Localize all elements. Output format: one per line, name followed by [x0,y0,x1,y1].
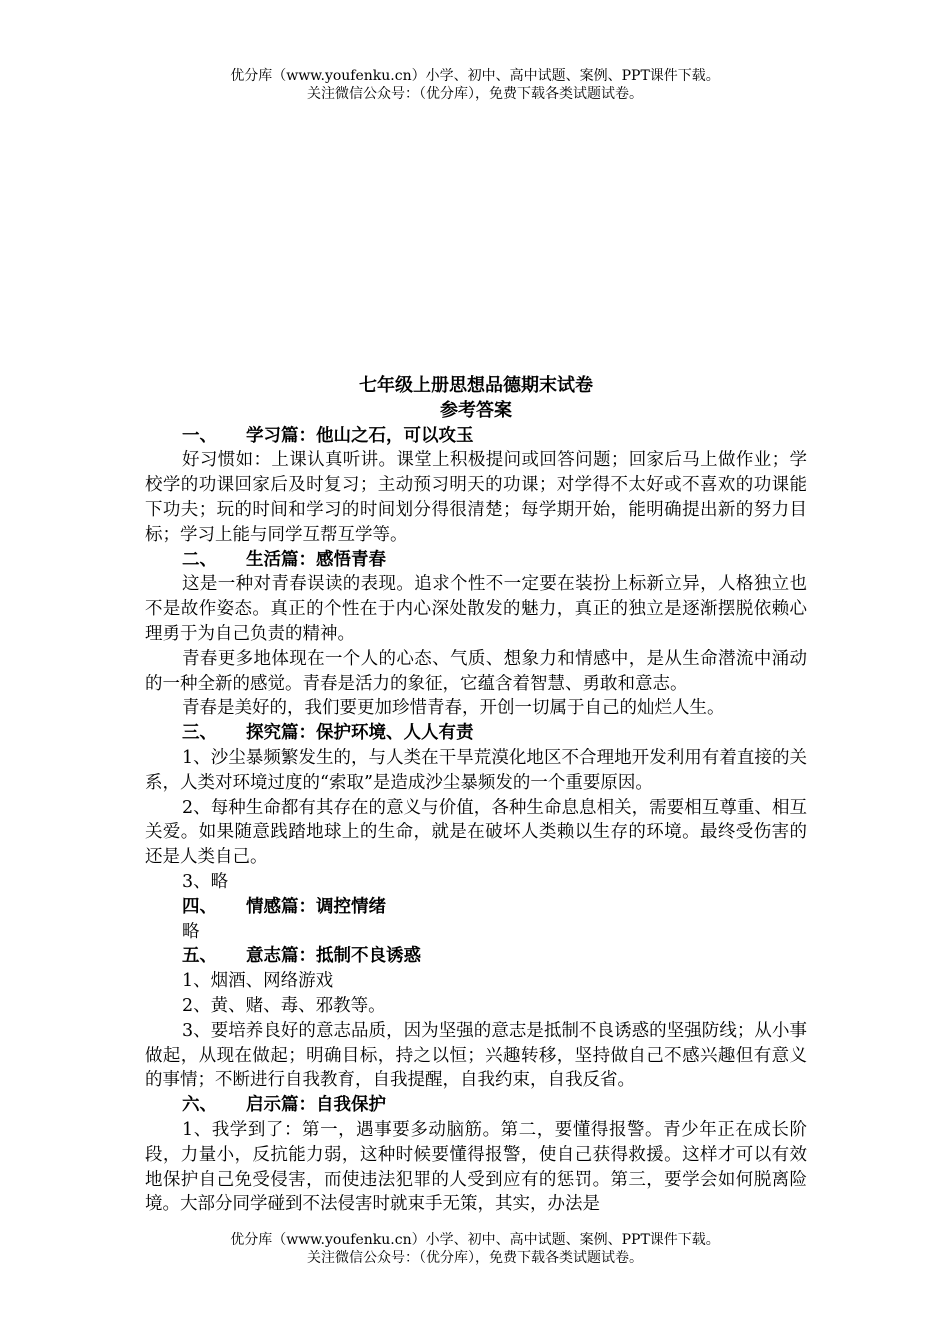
section-heading [145,548,807,573]
paragraph: 好习惯如：上课认真听讲。课堂上积极提问或回答问题；回家后马上做作业；学校学的功课回家后及时复习；主动预习明天的功课；对学得不太好或不喜欢的功课能下功夫；玩的时间和学习的时间划分得很清楚；每学期开始，能明确提出新的努力目标；学习上能与同学互帮互学等。 [145,450,807,545]
page-footer [0,1231,950,1267]
section-3 [145,721,807,895]
section-title: 情感篇：调控情绪 [246,896,386,917]
section-number: 二、 [182,549,217,570]
paragraph: 这是一种对青春误读的表现。追求个性不一定要在装扮上标新立异，人格独立也不是故作姿态。真正的个性在于内心深处散发的魅力，真正的独立是逐渐摆脱依赖心理勇于为自己负责的精神。 [145,574,807,644]
paragraph: 1、烟酒、网络游戏 [182,971,334,992]
section-number: 五、 [182,946,217,967]
section-heading [145,721,807,746]
section-number: 三、 [182,723,217,744]
section-title: 生活篇：感悟青春 [246,549,386,570]
section-title: 意志篇：抵制不良诱惑 [246,946,421,967]
section-heading [145,895,807,920]
paragraph: 3、要培养良好的意志品质，因为坚强的意志是抵制不良诱惑的坚强防线；从小事做起，从现在做起；明确目标，持之以恒；兴趣转移，坚持做自己不感兴趣但有意义的事情；不断进行自我教育，自我提醒，自我约束，自我反省。 [145,1020,807,1091]
paragraph: 青春更多地体现在一个人的心态、气质、想象力和情感中，是从生命潜流中涌动的一种全新的感觉。青春是活力的象征，它蕴含着智慧、勇敢和意志。 [145,648,807,694]
paragraph: 青春是美好的，我们要更加珍惜青春，开创一切属于自己的灿烂人生。 [182,698,725,719]
paragraph: 2、黄、赌、毒、邪教等。 [182,995,386,1016]
section-1 [145,424,807,548]
footer-line-1: 优分库（www.youfenku.cn）小学、初中、高中试题、案例、PPT课件下载。 [230,1232,720,1248]
section-4 [145,895,807,945]
header-line-2: 关注微信公众号：（优分库），免费下载各类试题试卷。 [307,86,643,102]
section-2 [145,548,807,722]
paragraph: 略 [182,921,200,942]
header-line-1: 优分库（www.youfenku.cn）小学、初中、高中试题、案例、PPT课件下载。 [230,68,720,84]
section-number: 四、 [182,896,217,917]
section-title: 启示篇：自我保护 [246,1095,386,1116]
section-heading [145,424,807,449]
page-header [0,67,950,103]
document-title: 七年级上册思想品德期末试卷 [359,375,593,396]
section-heading [145,944,807,969]
paragraph: 1、沙尘暴频繁发生的，与人类在干旱荒漠化地区不合理地开发利用有着直接的关系，人类对环境过度的“索取”是造成沙尘暴频发的一个重要原因。 [145,747,807,793]
paragraph: 2、每种生命都有其存在的意义与价值，各种生命息息相关，需要相互尊重、相互关爱。如果随意践踏地球上的生命，就是在破坏人类赖以生存的环境。最终受伤害的还是人类自己。 [145,797,807,868]
section-6 [145,1093,807,1217]
section-heading [145,1093,807,1118]
document-body [145,374,807,1217]
section-title: 学习篇：他山之石，可以攻玉 [246,425,474,446]
section-title: 探究篇：保护环境、人人有责 [246,723,474,744]
document-subtitle: 参考答案 [440,399,512,421]
paragraph: 3、略 [182,871,229,892]
section-5 [145,944,807,1093]
paragraph: 1、我学到了：第一，遇事要多动脑筋。第二，要懂得报警。青少年正在成长阶段，力量小，反抗能力弱，这种时候要懂得报警，使自己获得救援。这样才可以有效地保护自己免受侵害，而使违法犯罪的人受到应有的惩罚。第三，要学会如何脱离险境。大部分同学碰到不法侵害时就束手无策，其实，办法是 [145,1119,807,1215]
section-number: 六、 [182,1095,217,1116]
footer-line-2: 关注微信公众号：（优分库），免费下载各类试题试卷。 [307,1250,643,1266]
section-number: 一、 [182,425,217,446]
